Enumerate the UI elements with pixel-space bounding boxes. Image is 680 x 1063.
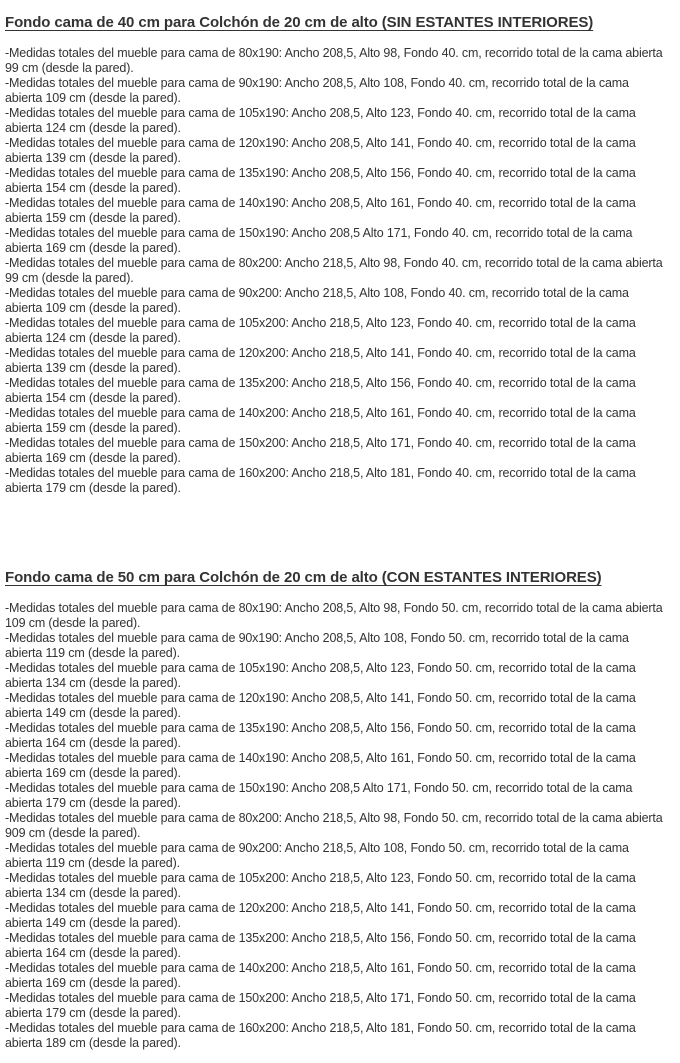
spec-item: -Medidas totales del mueble para cama de 140x190: Ancho 208,5, Alto 161, Fondo 40. cm, recorrido total de la cama abierta 159 cm (desde la pared).: [5, 196, 636, 225]
spec-list: [5, 46, 677, 496]
spec-item: -Medidas totales del mueble para cama de 140x200: Ancho 218,5, Alto 161, Fondo 40. cm, recorrido total de la cama abierta 159 cm (desde la pared).: [5, 406, 636, 435]
spec-item: -Medidas totales del mueble para cama de 90x190: Ancho 208,5, Alto 108, Fondo 50. cm, recorrido total de la cama abierta 119 cm (desde la pared).: [5, 631, 629, 660]
spec-list: [5, 601, 677, 1051]
spec-item: -Medidas totales del mueble para cama de 160x200: Ancho 218,5, Alto 181, Fondo 40. cm, recorrido total de la cama abierta 179 cm (desde la pared).: [5, 466, 636, 495]
spec-item: -Medidas totales del mueble para cama de 160x200: Ancho 218,5, Alto 181, Fondo 50. cm, recorrido total de la cama abierta 189 cm (desde la pared).: [5, 1021, 636, 1050]
spec-item: -Medidas totales del mueble para cama de 90x200: Ancho 218,5, Alto 108, Fondo 50. cm, recorrido total de la cama abierta 119 cm (desde la pared).: [5, 841, 629, 870]
spec-item: -Medidas totales del mueble para cama de 120x190: Ancho 208,5, Alto 141, Fondo 50. cm, recorrido total de la cama abierta 149 cm (desde la pared).: [5, 691, 636, 720]
spec-item: -Medidas totales del mueble para cama de 150x190: Ancho 208,5 Alto 171, Fondo 50. cm, recorrido total de la cama abierta 179 cm (desde la pared).: [5, 781, 633, 810]
spec-item: -Medidas totales del mueble para cama de 140x190: Ancho 208,5, Alto 161, Fondo 50. cm, recorrido total de la cama abierta 169 cm (desde la pared).: [5, 751, 636, 780]
spec-item: -Medidas totales del mueble para cama de 135x190: Ancho 208,5, Alto 156, Fondo 40. cm, recorrido total de la cama abierta 154 cm (desde la pared).: [5, 166, 636, 195]
spec-item: -Medidas totales del mueble para cama de 140x200: Ancho 218,5, Alto 161, Fondo 50. cm, recorrido total de la cama abierta 169 cm (desde la pared).: [5, 961, 636, 990]
spec-item: -Medidas totales del mueble para cama de 120x200: Ancho 218,5, Alto 141, Fondo 40. cm, recorrido total de la cama abierta 139 cm (desde la pared).: [5, 346, 636, 375]
section-fondo-40: [5, 13, 677, 496]
spec-item: -Medidas totales del mueble para cama de 150x200: Ancho 218,5, Alto 171, Fondo 50. cm, recorrido total de la cama abierta 179 cm (desde la pared).: [5, 991, 636, 1020]
section-fondo-50: [5, 568, 677, 1051]
section-title: Fondo cama de 50 cm para Colchón de 20 cm de alto (CON ESTANTES INTERIORES): [5, 569, 602, 586]
spec-item: -Medidas totales del mueble para cama de 120x190: Ancho 208,5, Alto 141, Fondo 40. cm, recorrido total de la cama abierta 139 cm (desde la pared).: [5, 136, 636, 165]
spec-item: -Medidas totales del mueble para cama de 105x200: Ancho 218,5, Alto 123, Fondo 50. cm, recorrido total de la cama abierta 134 cm (desde la pared).: [5, 871, 636, 900]
spec-item: -Medidas totales del mueble para cama de 80x200: Ancho 218,5, Alto 98, Fondo 50. cm, recorrido total de la cama abierta 909 cm (desde la pared).: [5, 811, 663, 840]
spec-item: -Medidas totales del mueble para cama de 80x190: Ancho 208,5, Alto 98, Fondo 40. cm, recorrido total de la cama abierta 99 cm (desde la pared).: [5, 46, 663, 75]
spec-item: -Medidas totales del mueble para cama de 80x190: Ancho 208,5, Alto 98, Fondo 50. cm, recorrido total de la cama abierta 109 cm (desde la pared).: [5, 601, 663, 630]
spec-item: -Medidas totales del mueble para cama de 90x200: Ancho 218,5, Alto 108, Fondo 40. cm, recorrido total de la cama abierta 109 cm (desde la pared).: [5, 286, 629, 315]
spec-item: -Medidas totales del mueble para cama de 135x200: Ancho 218,5, Alto 156, Fondo 40. cm, recorrido total de la cama abierta 154 cm (desde la pared).: [5, 376, 636, 405]
spec-item: -Medidas totales del mueble para cama de 105x200: Ancho 218,5, Alto 123, Fondo 40. cm, recorrido total de la cama abierta 124 cm (desde la pared).: [5, 316, 636, 345]
spec-item: -Medidas totales del mueble para cama de 80x200: Ancho 218,5, Alto 98, Fondo 40. cm, recorrido total de la cama abierta 99 cm (desde la pared).: [5, 256, 663, 285]
spec-item: -Medidas totales del mueble para cama de 135x190: Ancho 208,5, Alto 156, Fondo 50. cm, recorrido total de la cama abierta 164 cm (desde la pared).: [5, 721, 636, 750]
section-title: Fondo cama de 40 cm para Colchón de 20 cm de alto (SIN ESTANTES INTERIORES): [5, 14, 594, 31]
spec-item: -Medidas totales del mueble para cama de 135x200: Ancho 218,5, Alto 156, Fondo 50. cm, recorrido total de la cama abierta 164 cm (desde la pared).: [5, 931, 636, 960]
spec-item: -Medidas totales del mueble para cama de 150x190: Ancho 208,5 Alto 171, Fondo 40. cm, recorrido total de la cama abierta 169 cm (desde la pared).: [5, 226, 633, 255]
spec-item: -Medidas totales del mueble para cama de 105x190: Ancho 208,5, Alto 123, Fondo 40. cm, recorrido total de la cama abierta 124 cm (desde la pared).: [5, 106, 636, 135]
spec-item: -Medidas totales del mueble para cama de 105x190: Ancho 208,5, Alto 123, Fondo 50. cm, recorrido total de la cama abierta 134 cm (desde la pared).: [5, 661, 636, 690]
spec-item: -Medidas totales del mueble para cama de 90x190: Ancho 208,5, Alto 108, Fondo 40. cm, recorrido total de la cama abierta 109 cm (desde la pared).: [5, 76, 629, 105]
spec-item: -Medidas totales del mueble para cama de 120x200: Ancho 218,5, Alto 141, Fondo 50. cm, recorrido total de la cama abierta 149 cm (desde la pared).: [5, 901, 636, 930]
spec-item: -Medidas totales del mueble para cama de 150x200: Ancho 218,5, Alto 171, Fondo 40. cm, recorrido total de la cama abierta 169 cm (desde la pared).: [5, 436, 636, 465]
